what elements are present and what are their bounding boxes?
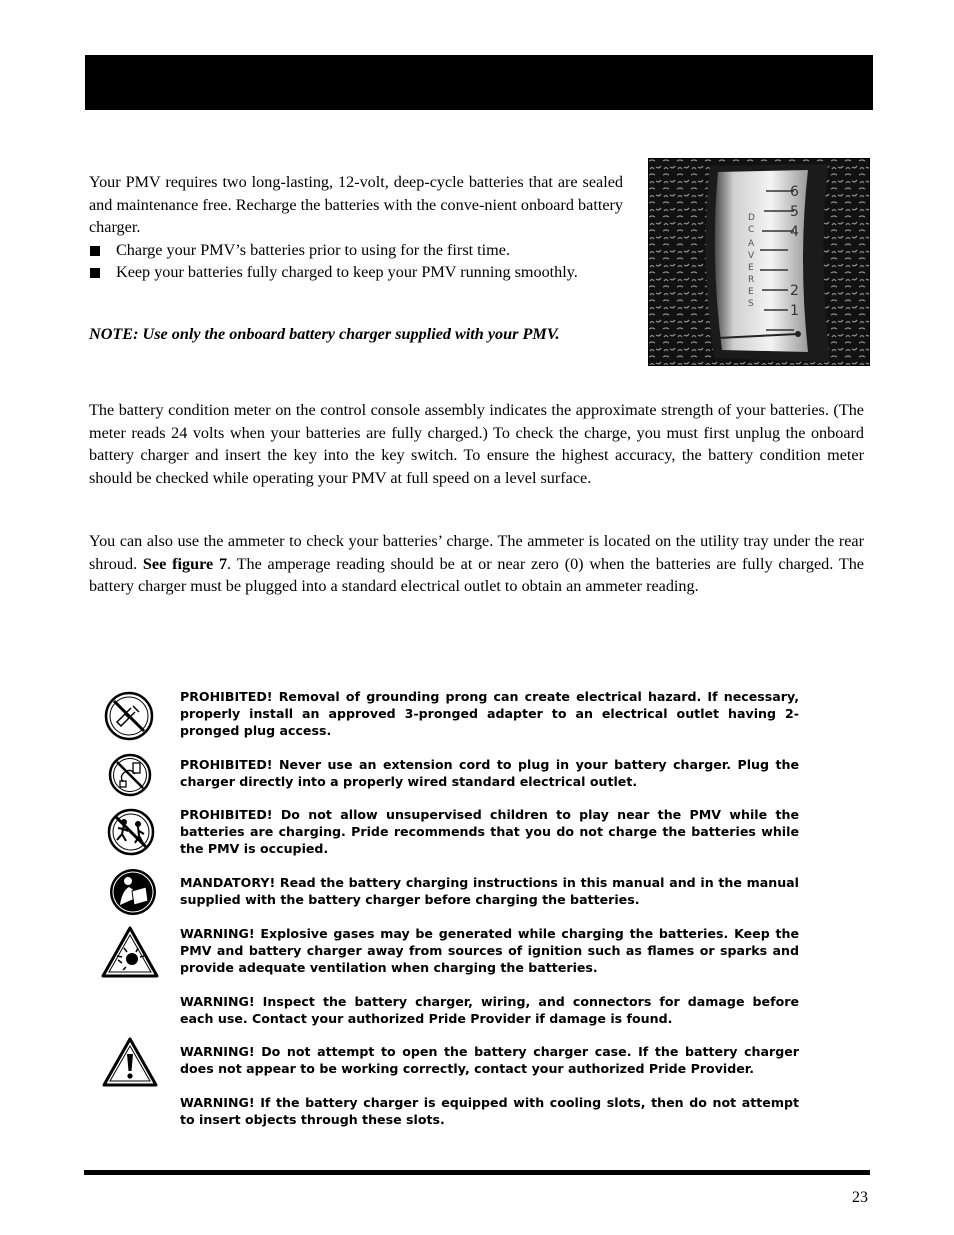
ammeter-text: You can also use the ammeter to check your batteries’ charge. The ammeter is located on the utility tray under the rear shroud.: [89, 532, 864, 573]
meter-letter: D: [748, 213, 755, 223]
section-header-bar: [85, 55, 873, 110]
no-children-icon: [106, 807, 156, 857]
meter-scale-label: 5: [790, 204, 799, 220]
intro-bullet-list: [89, 239, 623, 284]
note-text: NOTE: Use only the onboard battery charger supplied with your PMV.: [89, 325, 560, 343]
meter-scale-label: 6: [790, 184, 799, 200]
general-warning-icon: [101, 1036, 159, 1088]
bullet-item: Charge your PMV’s batteries prior to using for the first time.: [89, 239, 623, 262]
ammeter-paragraph: [89, 530, 864, 598]
warning-text: WARNING! Explosive gases may be generated while charging the batteries. Keep the PMV and battery charger away from sources of ignition such as flames or sparks and provide adequate ventilation when charging the batteries.: [180, 926, 799, 975]
warning-text: WARNING! Do not attempt to open the battery charger case. If the battery charger does not appear to be working correctly, contact your authorized Pride Provider.: [180, 1044, 799, 1076]
warning-text: MANDATORY! Read the battery charging instructions in this manual and in the manual supplied with the battery charger before charging the batteries.: [180, 875, 799, 907]
warning-text: WARNING! Inspect the battery charger, wiring, and connectors for damage before each use. Contact your authorized Pride Provider if damage is found.: [180, 994, 799, 1026]
meter-letter: S: [748, 299, 754, 309]
bullet-item: Keep your batteries fully charged to keep your PMV running smoothly.: [89, 261, 623, 284]
warning-text: PROHIBITED! Never use an extension cord to plug in your battery charger. Plug the charger directly into a properly wired standard electrical outlet.: [180, 757, 799, 789]
battery-meter-photo: [648, 158, 870, 366]
read-manual-icon: [108, 867, 158, 917]
meter-scale-label: 2: [790, 283, 799, 299]
meter-letter: E: [748, 263, 754, 273]
warning-text: PROHIBITED! Removal of grounding prong can create electrical hazard. If necessary, properly install an approved 3-pronged adapter to an electrical outlet having 2-pronged plug access.: [180, 689, 799, 738]
no-grounding-prong-removal-icon: [103, 690, 155, 742]
explosive-gases-warning-icon: [100, 925, 160, 979]
footer-rule: [84, 1170, 870, 1175]
ammeter-text: . The amperage reading should be at or near zero (0) when the batteries are fully charged. The battery charger must be plugged into a standard electrical outlet to obtain an ammeter reading.: [89, 554, 864, 595]
meter-letter: A: [748, 239, 755, 249]
meter-scale-label: 4: [790, 224, 799, 240]
battery-meter-paragraph: The battery condition meter on the control console assembly indicates the approximate strength of your batteries. (The meter reads 24 volts when your batteries are fully charged.) To check the charge, you must first unplug the onboard battery charger and insert the key into the key switch. To ensure the highest accuracy, the battery condition meter should be checked while operating your PMV at full speed on a level surface.: [89, 401, 864, 487]
meter-letter: E: [748, 287, 754, 297]
no-extension-cord-icon: [107, 752, 153, 798]
meter-letter: R: [748, 275, 755, 285]
meter-scale-label: 1: [790, 303, 799, 319]
figure-reference: See figure 7: [142, 554, 228, 573]
intro-section: [89, 171, 623, 284]
meter-letter: C: [748, 225, 755, 235]
warning-text: WARNING! If the battery charger is equipped with cooling slots, then do not attempt to insert objects through these slots.: [180, 1095, 799, 1127]
warning-text: PROHIBITED! Do not allow unsupervised children to play near the PMV while the batteries are charging. Pride recommends that you do not charge the batteries while the PMV is occupied.: [180, 807, 799, 856]
intro-paragraph: Your PMV requires two long-lasting, 12-volt, deep-cycle batteries that are sealed and maintenance free. Recharge the batteries with the conve-nient onboard battery charger.: [89, 173, 623, 236]
page-number: 23: [852, 1189, 868, 1206]
meter-letter: V: [748, 251, 755, 261]
